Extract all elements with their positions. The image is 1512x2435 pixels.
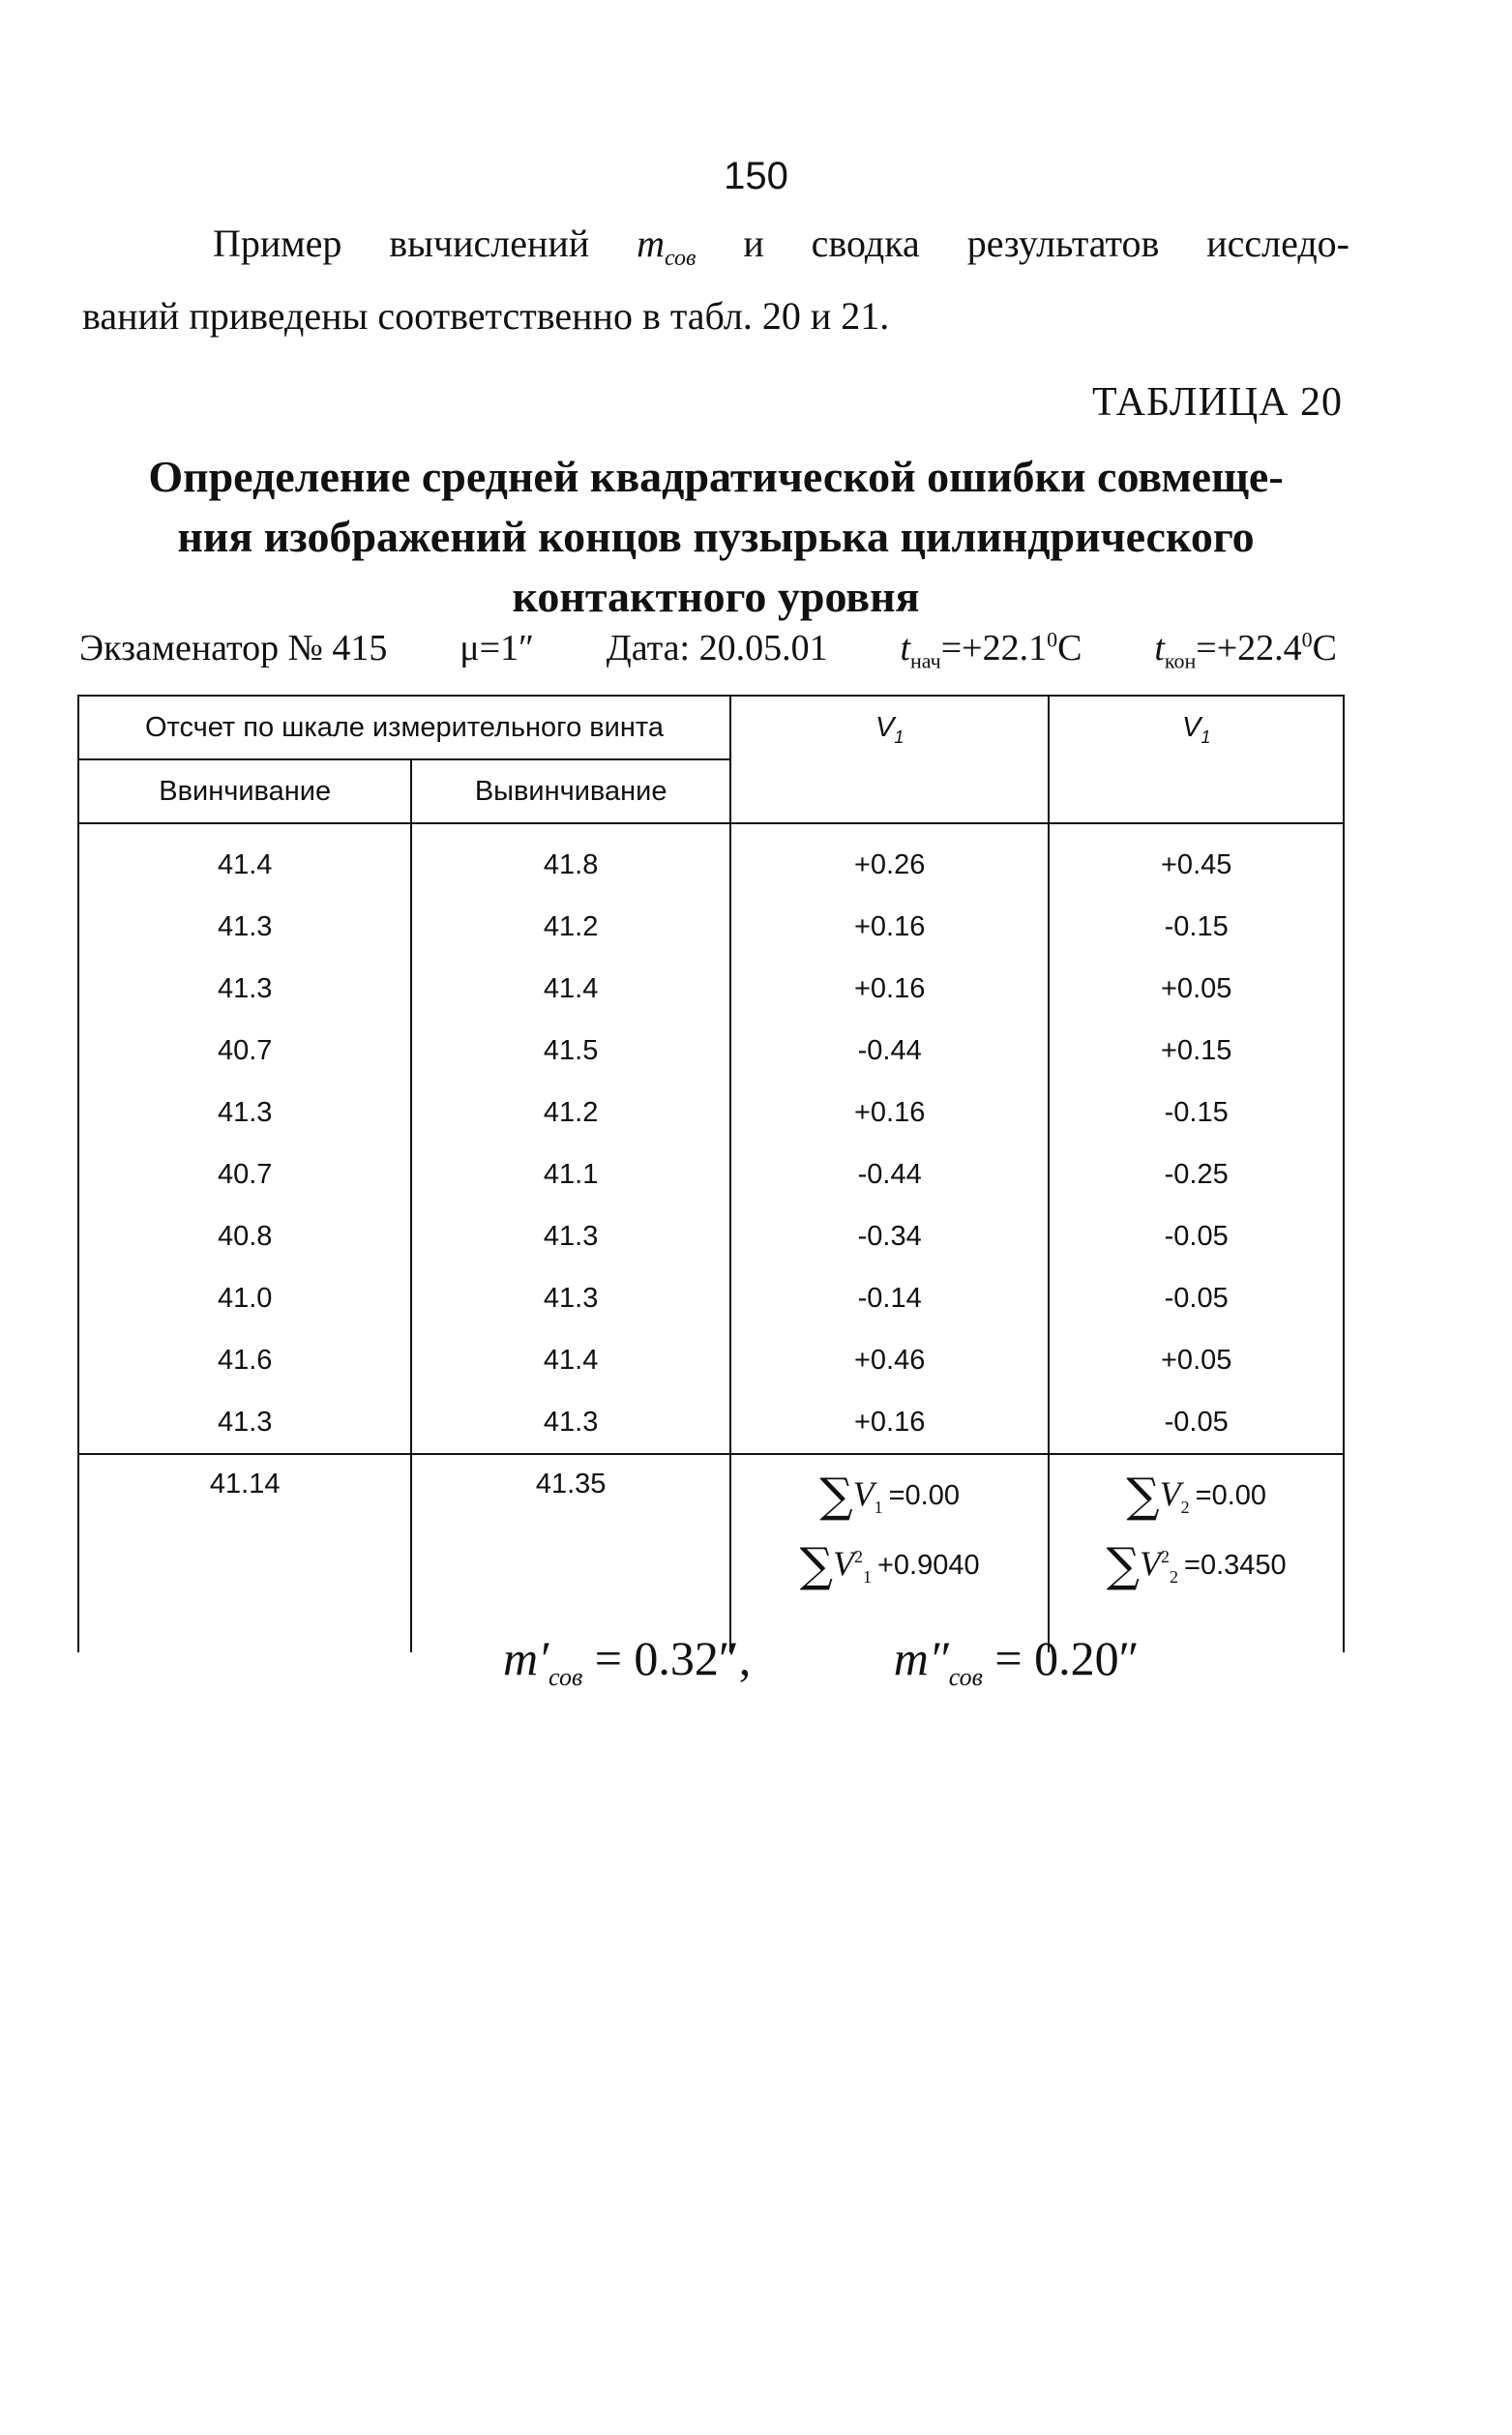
intro-paragraph [82,215,1349,345]
sum-v1: $\sum V_1 =0.00$ [819,1469,960,1523]
cell-v2: -0.05 [1049,1205,1344,1267]
intro-line-1: Пример вычислений $m_{сов}$ и сводка результатов исследо- [213,222,1349,271]
cell-screw-out: 41.1 [411,1143,730,1205]
table-title-line-3: контактного уровня [512,572,920,621]
cell-v1: +0.26 [730,823,1049,896]
cell-v2: -0.05 [1049,1267,1344,1329]
table-label: ТАБЛИЦА 20 [1092,380,1343,425]
end-temperature: $t_{кон}=+22.4^0C$ [1154,627,1337,673]
header-screw-out: Вывинчивание [411,759,730,823]
cell-screw-in: 41.3 [78,958,411,1020]
start-temperature: $t_{нач}=+22.1^0C$ [900,627,1082,673]
header-screw-in: Ввинчивание [78,759,411,823]
cell-screw-in: 41.3 [78,1391,411,1454]
table-row [78,1329,1344,1391]
cell-v2: +0.45 [1049,823,1344,896]
table-row [78,896,1344,958]
cell-v2: -0.15 [1049,1082,1344,1143]
result-m-prime: $m'_{сов} = 0.32''$, [503,1631,752,1691]
page-number: 150 [724,155,788,197]
totals-row [78,1454,1344,1652]
cell-v2: +0.15 [1049,1020,1344,1082]
table-row [78,1082,1344,1143]
cell-screw-out: 41.4 [411,958,730,1020]
measurements-table [77,695,1345,1652]
cell-screw-out: 41.3 [411,1391,730,1454]
cell-v2: -0.05 [1049,1391,1344,1454]
cell-v2: -0.25 [1049,1143,1344,1205]
cell-screw-out: 41.3 [411,1205,730,1267]
mu-info: μ=1″ [460,628,534,668]
table-row [78,1267,1344,1329]
m-subscript: сов [665,246,697,271]
table-row [78,958,1344,1020]
table-title-line-1: Определение средней квадратической ошибки совмеще- [148,452,1284,501]
m-symbol: m [637,222,665,265]
cell-v2: -0.15 [1049,896,1344,958]
cell-v1: +0.16 [730,896,1049,958]
sum-v2-squared: $\sum V^2_2 =0.3450$ [1106,1538,1287,1592]
measurement-meta [79,627,1337,674]
cell-screw-out: 41.4 [411,1329,730,1391]
mean-screw-out: 41.35 [411,1454,730,1652]
cell-v2: +0.05 [1049,958,1344,1020]
cell-v1: -0.44 [730,1143,1049,1205]
cell-v1: -0.14 [730,1267,1049,1329]
cell-screw-in: 41.3 [78,896,411,958]
cell-screw-in: 41.0 [78,1267,411,1329]
cell-v1: -0.34 [730,1205,1049,1267]
table-row [78,1143,1344,1205]
cell-screw-out: 41.2 [411,896,730,958]
cell-v1: +0.46 [730,1329,1049,1391]
cell-screw-in: 41.4 [78,823,411,896]
table-row [78,823,1344,896]
results-line [503,1630,1374,1692]
cell-screw-in: 40.7 [78,1143,411,1205]
cell-screw-in: 40.8 [78,1205,411,1267]
mean-screw-in: 41.14 [78,1454,411,1652]
header-v1: $V_1$ [730,696,1049,823]
cell-screw-out: 41.5 [411,1020,730,1082]
date-info: Дата: 20.05.01 [606,628,828,668]
result-m-double-prime: $m''_{сов} = 0.20''$ [893,1631,1140,1691]
intro-line-2: ваний приведены соответственно в табл. 20 и 21. [82,294,890,338]
cell-screw-in: 40.7 [78,1020,411,1082]
header-v2: $V_1$ [1049,696,1344,823]
cell-screw-out: 41.8 [411,823,730,896]
cell-v1: +0.16 [730,958,1049,1020]
sum-v2: $\sum V_2 =0.00$ [1126,1469,1267,1523]
table-row [78,1020,1344,1082]
table-title [82,447,1349,627]
sums-v1 [730,1454,1049,1652]
cell-screw-in: 41.6 [78,1329,411,1391]
cell-screw-in: 41.3 [78,1082,411,1143]
table-title-line-2: ния изображений концов пузырька цилиндрического [177,512,1255,561]
cell-screw-out: 41.2 [411,1082,730,1143]
header-scale-reading: Отсчет по шкале измерительного винта [78,696,730,759]
examiner-info: Экзаменатор № 415 [79,628,388,668]
cell-screw-out: 41.3 [411,1267,730,1329]
cell-v2: +0.05 [1049,1329,1344,1391]
table-row [78,1205,1344,1267]
sum-v1-squared: $\sum V^2_1 +0.9040$ [799,1538,980,1592]
sums-v2 [1049,1454,1344,1652]
cell-v1: +0.16 [730,1391,1049,1454]
cell-v1: -0.44 [730,1020,1049,1082]
table-body [78,823,1344,1454]
table-row [78,1391,1344,1454]
cell-v1: +0.16 [730,1082,1049,1143]
